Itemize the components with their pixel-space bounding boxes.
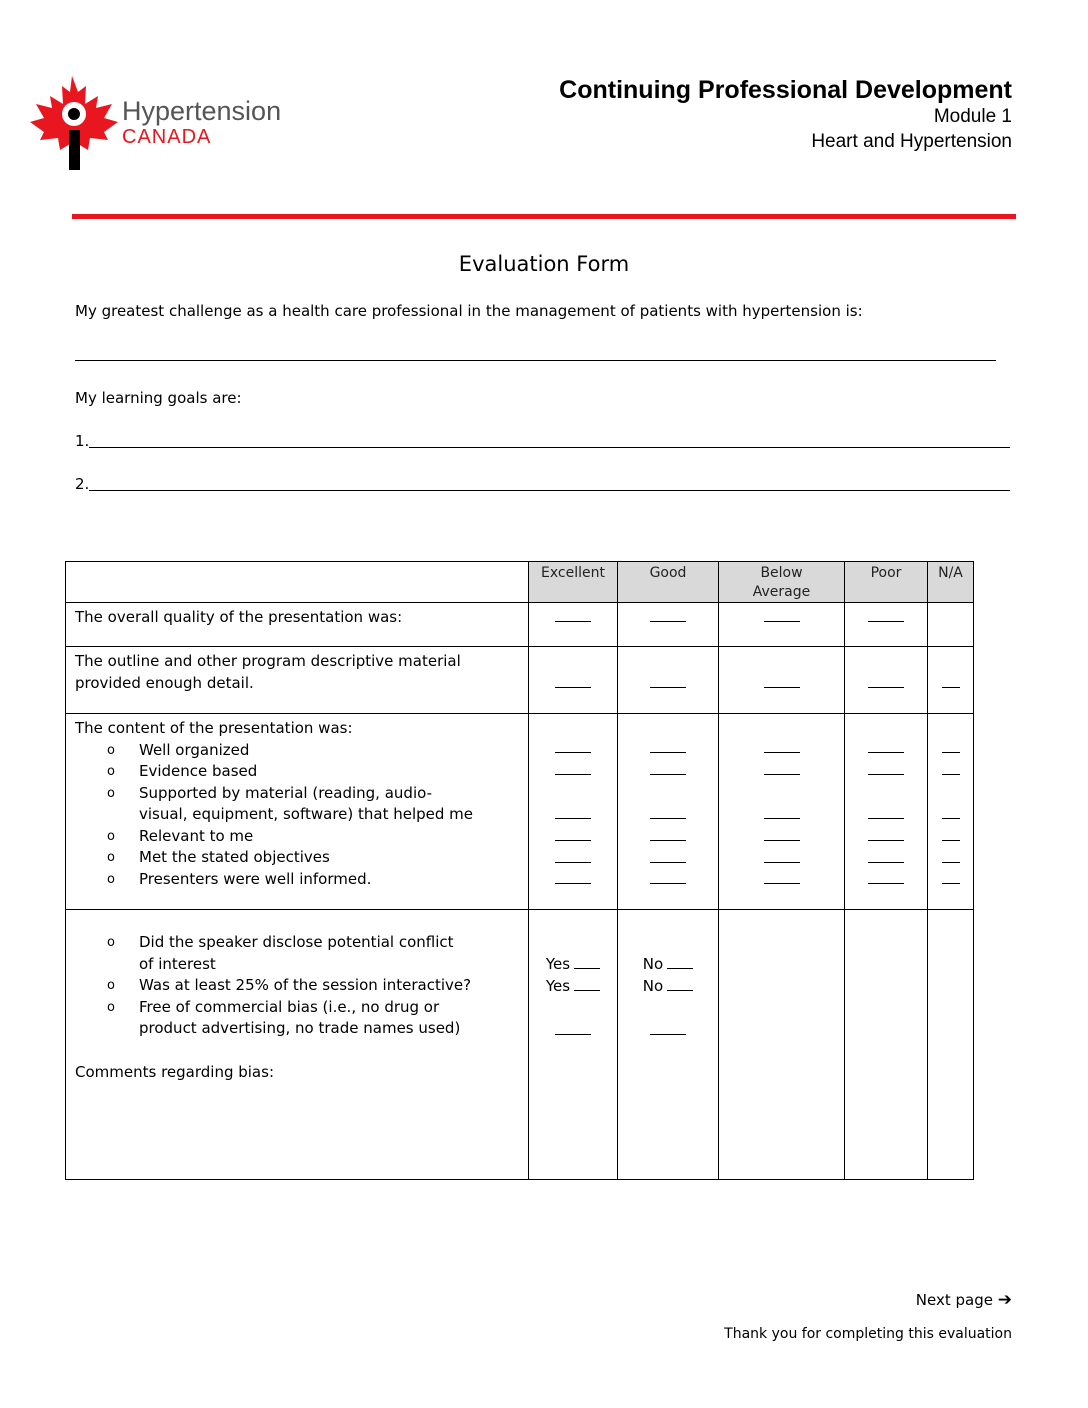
page-header-title: Continuing Professional Development	[559, 76, 1012, 104]
rating-blank[interactable]	[942, 774, 960, 775]
rating-cell[interactable]	[529, 647, 618, 714]
row-outline-label: The outline and other program descriptive material provided enough detail.	[66, 647, 529, 714]
rating-blank[interactable]	[868, 621, 904, 622]
goal-1-answer-line[interactable]	[89, 447, 1010, 448]
rating-cell[interactable]	[719, 603, 845, 647]
rating-cell	[928, 603, 974, 647]
rating-cell[interactable]	[618, 603, 719, 647]
column-poor: Poor	[845, 562, 928, 603]
empty-cell	[719, 910, 845, 1180]
yes-answer[interactable]: Yes	[529, 954, 617, 973]
rating-blank[interactable]	[650, 687, 686, 688]
rating-column[interactable]	[845, 714, 928, 910]
no-answer[interactable]: No	[618, 976, 718, 995]
rating-blank[interactable]	[942, 752, 960, 753]
module-label: Module 1	[933, 106, 1012, 127]
rating-cell[interactable]	[618, 647, 719, 714]
rating-blank[interactable]	[868, 687, 904, 688]
list-item: o Evidence based	[75, 761, 519, 783]
no-answer[interactable]: No	[618, 954, 718, 973]
table-row	[66, 603, 974, 647]
rating-blank[interactable]	[650, 774, 686, 775]
rating-blank[interactable]	[942, 687, 960, 688]
yes-answer[interactable]: Yes	[529, 976, 617, 995]
rating-blank[interactable]	[650, 818, 686, 819]
rating-blank[interactable]	[764, 840, 800, 841]
rating-blank[interactable]	[868, 862, 904, 863]
goal-1-number: 1.	[75, 432, 90, 450]
bullet-marker: o	[107, 999, 115, 1015]
rating-blank[interactable]	[650, 840, 686, 841]
rating-blank[interactable]	[942, 840, 960, 841]
logo-text-hypertension: Hypertension	[122, 96, 282, 126]
challenge-answer-line[interactable]	[75, 360, 996, 361]
rating-cell[interactable]	[529, 603, 618, 647]
rating-blank[interactable]	[555, 840, 591, 841]
column-excellent: Excellent	[529, 562, 618, 603]
bullet-marker: o	[107, 764, 115, 779]
rating-blank[interactable]	[650, 752, 686, 753]
rating-blank[interactable]	[555, 621, 591, 622]
red-divider	[72, 214, 1016, 219]
list-item: o Met the stated objectives	[75, 847, 519, 869]
list-item: o Well organized	[75, 740, 519, 762]
comments-label: Comments regarding bias:	[75, 1062, 274, 1081]
rating-blank[interactable]	[942, 818, 960, 819]
goals-prompt: My learning goals are:	[75, 389, 242, 407]
thanks-message: Thank you for completing this evaluation	[724, 1326, 1012, 1342]
yes-cell[interactable]	[529, 910, 618, 1180]
topic-label: Heart and Hypertension	[811, 131, 1012, 152]
goal-2-answer-line[interactable]	[89, 490, 1010, 491]
rating-blank[interactable]	[868, 883, 904, 884]
rating-cell[interactable]	[928, 647, 974, 714]
rating-blank[interactable]	[555, 774, 591, 775]
rating-blank[interactable]	[650, 862, 686, 863]
rating-blank[interactable]	[650, 1034, 686, 1035]
content-items-list	[75, 740, 519, 891]
table-row	[66, 714, 974, 910]
list-item: o Did the speaker disclose potential conflict of interest	[107, 933, 454, 973]
rating-blank[interactable]	[764, 774, 800, 775]
content-title: The content of the presentation was:	[75, 719, 353, 737]
rating-blank[interactable]	[764, 818, 800, 819]
evaluation-table	[65, 561, 974, 1180]
rating-column[interactable]	[719, 714, 845, 910]
list-item: o Presenters were well informed.	[75, 869, 519, 891]
bullet-marker: o	[107, 850, 115, 865]
row-bias-label	[66, 910, 529, 1180]
bullet-marker: o	[107, 871, 115, 887]
hypertension-canada-logo	[28, 74, 298, 174]
rating-column[interactable]	[618, 714, 719, 910]
column-good: Good	[618, 562, 719, 603]
rating-blank[interactable]	[555, 752, 591, 753]
rating-blank[interactable]	[942, 883, 960, 884]
bullet-marker: o	[107, 785, 115, 801]
rating-blank[interactable]	[764, 687, 800, 688]
rating-blank[interactable]	[555, 862, 591, 863]
list-item: o Was at least 25% of the session interactive?	[75, 975, 519, 997]
row-overall-label: The overall quality of the presentation was:	[66, 603, 529, 647]
column-below-average: Below Average	[719, 562, 845, 603]
form-title: Evaluation Form	[458, 252, 630, 276]
logo-text-canada: CANADA	[122, 126, 212, 148]
rating-blank[interactable]	[764, 621, 800, 622]
bullet-marker: o	[107, 978, 115, 993]
rating-blank[interactable]	[868, 840, 904, 841]
rating-blank[interactable]	[555, 818, 591, 819]
rating-blank[interactable]	[650, 621, 686, 622]
maple-leaf-icon	[28, 74, 120, 174]
arrow-right-icon: ➔	[997, 1290, 1012, 1310]
rating-cell[interactable]	[845, 603, 928, 647]
rating-blank[interactable]	[764, 883, 800, 884]
rating-cell[interactable]	[845, 647, 928, 714]
no-cell[interactable]	[618, 910, 719, 1180]
rating-blank[interactable]	[764, 752, 800, 753]
rating-blank[interactable]	[650, 883, 686, 884]
bullet-marker: o	[107, 742, 115, 758]
table-row	[66, 910, 974, 1180]
column-na: N/A	[928, 562, 974, 603]
bullet-marker: o	[107, 828, 115, 844]
goal-2-number: 2.	[75, 475, 90, 493]
rating-cell[interactable]	[719, 647, 845, 714]
header-blank-cell	[66, 562, 529, 603]
rating-column[interactable]	[928, 714, 974, 910]
bullet-marker: o	[107, 935, 115, 950]
empty-cell	[928, 910, 974, 1180]
table-header-row	[66, 562, 974, 603]
bias-items-list	[75, 932, 519, 1040]
rating-blank[interactable]	[555, 1034, 591, 1035]
rating-blank[interactable]	[555, 883, 591, 884]
table-row	[66, 647, 974, 714]
rating-blank[interactable]	[555, 687, 591, 688]
list-item: o Supported by material (reading, audio-visual, equipment, software) that helped me	[107, 783, 474, 823]
list-item: o Relevant to me	[75, 826, 519, 848]
challenge-prompt: My greatest challenge as a health care professional in the management of patients with hypertension is:	[75, 302, 863, 320]
empty-cell	[845, 910, 928, 1180]
next-page-link[interactable]: Next page ➔	[915, 1290, 1012, 1310]
rating-blank[interactable]	[868, 818, 904, 819]
rating-blank[interactable]	[868, 752, 904, 753]
rating-column[interactable]	[529, 714, 618, 910]
rating-blank[interactable]	[942, 862, 960, 863]
row-content-label	[66, 714, 529, 910]
rating-blank[interactable]	[764, 862, 800, 863]
rating-blank[interactable]	[868, 774, 904, 775]
list-item: o Free of commercial bias (i.e., no drug or product advertising, no trade names used)	[107, 997, 461, 1037]
